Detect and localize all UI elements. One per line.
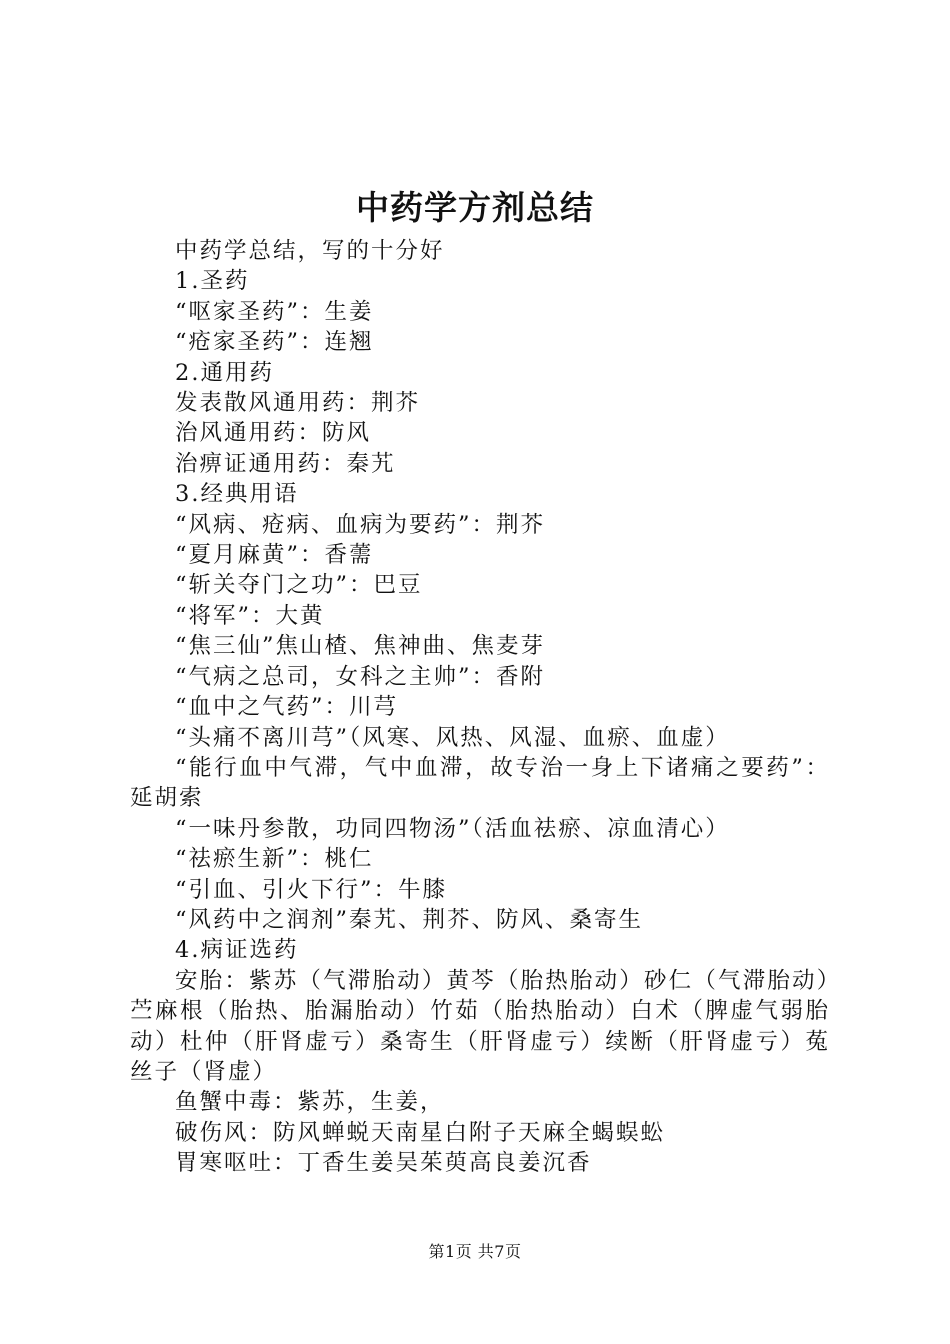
section-heading-classic-terms: 3.经典用语 — [175, 481, 299, 508]
paragraph: “血中之气药”：川芎 — [175, 694, 399, 721]
paragraph: “引血、引火下行”：牛膝 — [175, 876, 448, 903]
document-body — [130, 236, 830, 1179]
paragraph: “斩关夺门之功”：巴豆 — [175, 572, 423, 599]
section-heading-general-herbs: 2.通用药 — [175, 359, 274, 386]
paragraph: “风病、疮病、血病为要药”：荆芥 — [175, 511, 546, 538]
paragraph: “焦三仙”焦山楂、焦神曲、焦麦芽 — [175, 633, 546, 660]
paragraph: 发表散风通用药：荆芥 — [175, 390, 421, 417]
paragraph: “风药中之润剂”秦艽、荆芥、防风、桑寄生 — [175, 906, 644, 933]
paragraph: “夏月麻黄”：香薷 — [175, 542, 374, 569]
paragraph: 鱼蟹中毒：紫苏，生姜， — [175, 1089, 445, 1116]
paragraph: 治痹证通用药：秦艽 — [175, 450, 396, 477]
paragraph: 破伤风：防风蝉蜕天南星白附子天麻全蝎蜈蚣 — [175, 1119, 666, 1146]
section-heading-sacred-herbs: 1.圣药 — [175, 268, 250, 295]
paragraph: “将军”：大黄 — [175, 602, 325, 629]
paragraph: “呕家圣药”：生姜 — [175, 298, 374, 325]
paragraph: “气病之总司，女科之主帅”：香附 — [175, 663, 546, 690]
paragraph: 安胎：紫苏（气滞胎动）黄芩（胎热胎动）砂仁（气滞胎动）苎麻根（胎热、胎漏胎动）竹茹（胎热胎动）白术（脾虚气弱胎动）杜仲（肝肾虚亏）桑寄生（肝肾虚亏）续断（肝肾虚亏）菟丝子（肾虚） — [130, 967, 830, 1085]
paragraph: “能行血中气滞，气中血滞，故专治一身上下诸痛之要药”：延胡索 — [130, 754, 830, 812]
paragraph: 治风通用药：防风 — [175, 420, 372, 447]
paragraph: 胃寒呕吐：丁香生姜吴茱萸高良姜沉香 — [175, 1150, 592, 1177]
paragraph: “头痛不离川芎”（风寒、风热、风湿、血瘀、血虚） — [175, 724, 730, 751]
page-number-footer: 第1页 共7页 — [428, 1242, 522, 1261]
section-heading-syndrome-selection: 4.病证选药 — [175, 937, 299, 964]
document-title: 中药学方剂总结 — [356, 188, 594, 227]
paragraph-intro: 中药学总结，写的十分好 — [175, 238, 445, 264]
paragraph: “一味丹参散，功同四物汤”（活血祛瘀、凉血清心） — [175, 815, 730, 842]
paragraph: “疮家圣药”：连翘 — [175, 329, 374, 356]
paragraph: “祛瘀生新”：桃仁 — [175, 846, 374, 873]
